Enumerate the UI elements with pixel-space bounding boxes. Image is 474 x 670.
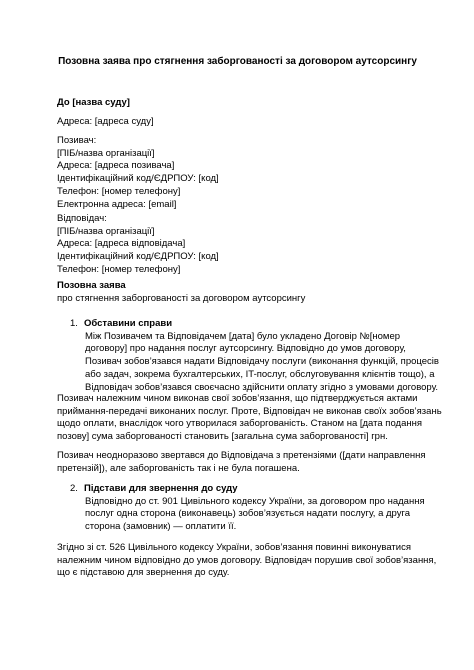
- section-circumstances: [70, 318, 439, 393]
- paragraph-line: Згідно зі ст. 526 Цивільного кодексу України, зобов’язання повинні виконуватися: [57, 542, 411, 553]
- claim-subheading: про стягнення заборгованості за договором аутсорсингу: [57, 292, 306, 304]
- paragraph-line: Позивач неодноразово звертався до Відповідача з претензіями ([дати направлення: [57, 450, 426, 461]
- section-line: або задач, зокрема бухгалтерських, IT-послуг, обслуговування клієнтів тощо), а: [85, 368, 435, 380]
- section-line: Відповідач зобов’язався своєчасно здійснити оплату згідно з умовами договору.: [85, 381, 439, 393]
- section-grounds: [70, 483, 425, 538]
- claim-heading-block: [57, 280, 418, 305]
- paragraph-line: Позивач належним чином виконав свої зобов’язання, що підтверджується актами: [57, 393, 418, 404]
- document-title: Позовна заява про стягнення заборгованості за договором аутсорсингу: [58, 56, 417, 67]
- court-name: До [назва суду]: [57, 97, 130, 108]
- section-line: Між Позивачем та Відповідачем [дата] було укладено Договір №[номер: [85, 330, 401, 342]
- plaintiff-line: Адреса: [адреса позивача]: [57, 160, 175, 172]
- section-title: Обставини справи: [84, 318, 173, 329]
- paragraph-line: що є підставою для звернення до суду.: [57, 567, 230, 579]
- section-number: 2.: [70, 483, 78, 494]
- paragraph-claims: [57, 450, 426, 475]
- plaintiff-block: [57, 135, 418, 211]
- defendant-line: Ідентифікаційний код/ЄДРПОУ: [код]: [57, 251, 219, 263]
- section-body: [85, 330, 439, 395]
- paragraph-line: щодо оплати, внаслідок чого утворилася заборгованість. Станом на [дата подання: [57, 418, 422, 430]
- paragraph-line: належним чином відповідно до умов договору. Відповідач порушив свої зобов’язання,: [57, 554, 437, 566]
- defendant-line: Адреса: [адреса відповідача]: [57, 238, 186, 250]
- section-line: Позивач зобов’язався надати Відповідачу послуги (виконання функцій, процесів: [85, 356, 439, 368]
- court-address-block: [57, 116, 418, 129]
- paragraph-line: позову] сума заборгованості становить [загальна сума заборгованості] грн.: [57, 431, 388, 443]
- defendant-line: Телефон: [номер телефону]: [57, 263, 181, 275]
- paragraph-line: приймання-передачі виконаних послуг. Проте, Відповідач не виконав своїх зобов’язань: [57, 405, 442, 417]
- plaintiff-label: Позивач:: [57, 135, 97, 146]
- paragraph-line: претензій]), але заборгованість так і не була погашена.: [57, 462, 300, 474]
- defendant-line: [ПІБ/назва організації]: [57, 225, 155, 237]
- defendant-block: [57, 213, 418, 277]
- plaintiff-line: Ідентифікаційний код/ЄДРПОУ: [код]: [57, 173, 219, 185]
- section-line: послуг одна сторона (виконавець) зобов’язується надати послугу, а друга: [85, 508, 411, 520]
- defendant-label: Відповідач:: [57, 213, 107, 224]
- section-line: договору] про надання послуг аутсорсингу. Відповідно до умов договору,: [85, 343, 406, 355]
- claim-heading: Позовна заява: [57, 280, 126, 291]
- plaintiff-line: [ПІБ/назва організації]: [57, 147, 155, 159]
- court-block: [57, 97, 418, 110]
- section-line: сторона (замовник) — оплатити її.: [85, 521, 237, 533]
- section-line: Відповідно до ст. 901 Цивільного кодексу України, за договором про надання: [85, 495, 425, 507]
- section-number: 1.: [70, 318, 78, 329]
- plaintiff-line: Електронна адреса: [email]: [57, 198, 177, 210]
- section-body: [85, 495, 425, 534]
- section-title: Підстави для звернення до суду: [84, 483, 238, 494]
- plaintiff-line: Телефон: [номер телефону]: [57, 185, 181, 197]
- paragraph-legal-basis: [57, 542, 437, 580]
- paragraph-fulfilment: [57, 393, 442, 444]
- court-address: Адреса: [адреса суду]: [57, 116, 154, 127]
